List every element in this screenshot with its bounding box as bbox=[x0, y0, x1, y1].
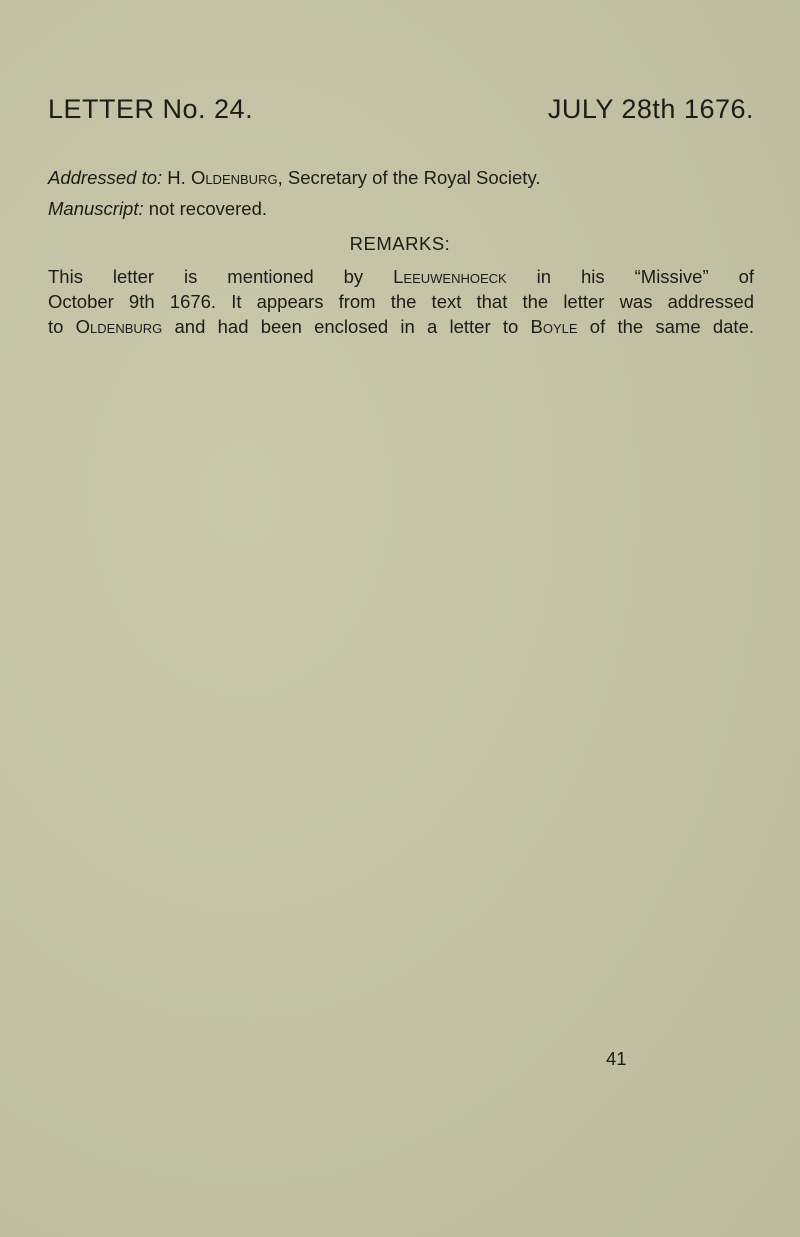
addressed-to-line bbox=[48, 167, 540, 189]
remarks-text: and had been enclosed in a letter to bbox=[162, 316, 531, 337]
remarks-heading: REMARKS: bbox=[349, 233, 451, 254]
remarks-text: to bbox=[48, 316, 76, 337]
person-name: Leeuwenhoeck bbox=[393, 266, 507, 287]
remarks-body bbox=[48, 264, 754, 339]
remarks-text: This letter is mentioned by bbox=[48, 266, 394, 287]
recipient-title: , Secretary of the Royal Society. bbox=[277, 167, 541, 188]
letter-header bbox=[48, 94, 754, 125]
addressed-to-label: Addressed to: bbox=[48, 167, 163, 188]
remarks-line-3 bbox=[48, 314, 754, 339]
recipient-name: Oldenburg bbox=[190, 167, 278, 188]
manuscript-label: Manuscript: bbox=[48, 198, 144, 219]
recipient-initial: H. bbox=[167, 167, 186, 188]
person-name: Boyle bbox=[530, 316, 578, 337]
page-number: 41 bbox=[606, 1048, 627, 1069]
remarks-line-2: October 9th 1676. It appears from the text that the letter was addressed bbox=[48, 291, 754, 312]
remarks-text: of the same date. bbox=[577, 316, 754, 337]
letter-date: JULY 28th 1676. bbox=[547, 94, 754, 124]
remarks-line-1 bbox=[48, 264, 754, 289]
letter-number: LETTER No. 24. bbox=[48, 94, 254, 124]
remarks-text: in his “Missive” of bbox=[506, 266, 754, 287]
manuscript-value: not recovered. bbox=[148, 198, 268, 219]
manuscript-line bbox=[48, 198, 267, 220]
person-name: Oldenburg bbox=[75, 316, 163, 337]
